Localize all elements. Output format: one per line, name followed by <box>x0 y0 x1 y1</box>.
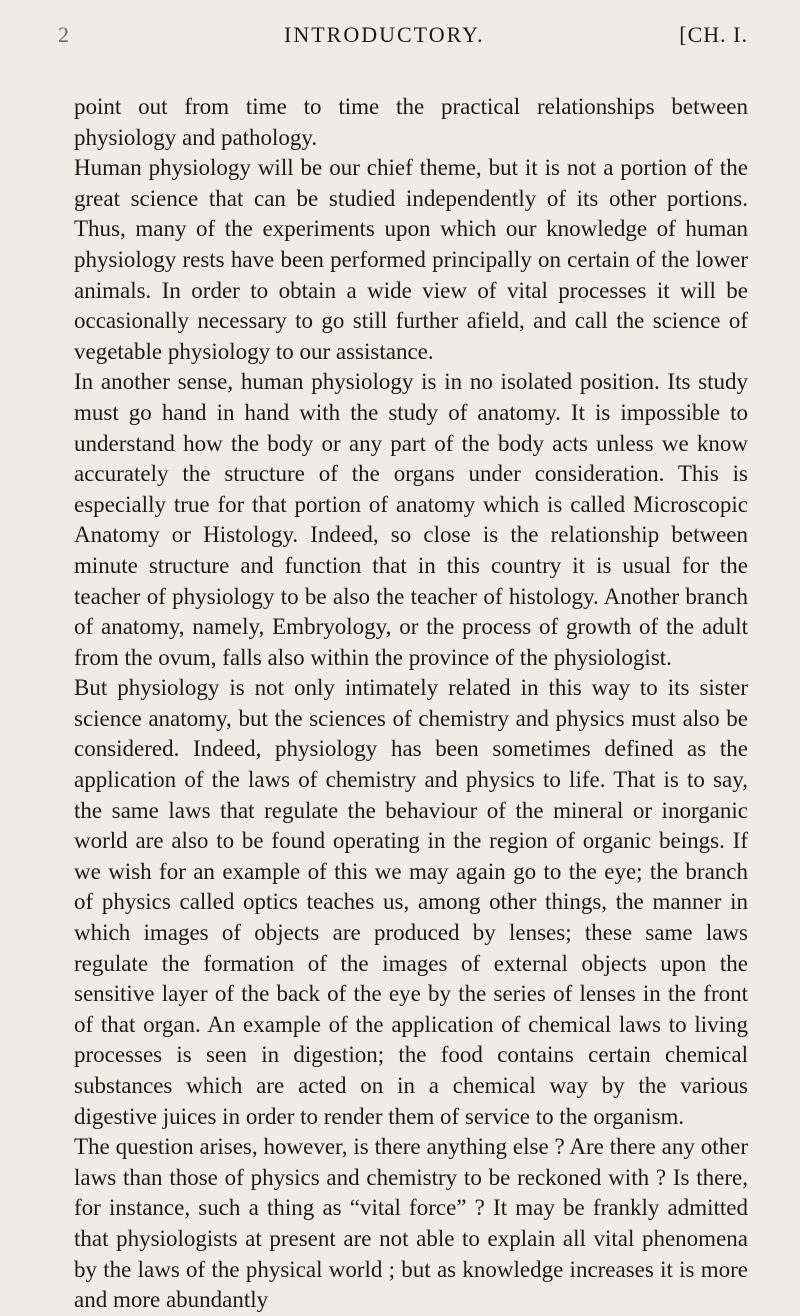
running-head <box>58 0 748 58</box>
paragraph: In another sense, human physiology is in no isolated position. Its study must go hand in hand with the study of anatomy. It is impossible to understand how the body or any part of the body acts unless we know accurately the structure of the organs under consideration. This is especially true for that portion of anatomy which is called Microscopic Anatomy or Histology. Indeed, so close is the relationship between minute structure and function that in this country it is usual for the teacher of physiology to be also the teacher of histology. Another branch of anatomy, namely, Embryology, or the process of growth of the adult from the ovum, falls also within the province of the physiologist. <box>74 369 748 670</box>
paragraph: But physiology is not only intimately related in this way to its sister science anatomy, but the sciences of chemistry and physics must also be considered. Indeed, physiology has been sometimes defined as the application of the laws of chemistry and physics to life. That is to say, the same laws that regulate the behaviour of the mineral or inorganic world are also to be found operating in the region of organic beings. If we wish for an example of this we may again go to the eye; the branch of physics called optics teaches us, among other things, the manner in which images of objects are produced by lenses; these same laws regulate the formation of the images of external objects upon the sensitive layer of the back of the eye by the series of lenses in the front of that organ. An example of the application of chemical laws to living processes is seen in digestion; the food contains certain chemical substances which are acted on in a chemical way by the various digestive juices in order to render them of service to the organism. <box>74 675 748 1129</box>
chapter-marker: [CH. I. <box>679 22 748 47</box>
page-number: 2 <box>58 22 70 47</box>
paragraph: The question arises, however, is there anything else ? Are there any other laws than those of physics and chemistry to be reckoned with ? Is there, for instance, such a thing as “vital force” ? It may be frankly admitted that physiologists at present are not able to explain all vital phenomena by the laws of the physical world ; but as knowledge increases it is more and more abundantly <box>74 1134 748 1313</box>
running-title: INTRODUCTORY. <box>284 22 485 47</box>
paragraph: point out from time to time the practical relationships between physiology and pathology. <box>74 94 748 150</box>
body-text <box>74 92 748 1316</box>
paragraph: Human physiology will be our chief theme, but it is not a portion of the great science that can be studied independently of its other portions. Thus, many of the experiments upon which our knowledge of human physiology rests have been performed principally on certain of the lower animals. In order to obtain a wide view of vital processes it will be occasionally necessary to go still further afield, and call the science of vegetable physiology to our assistance. <box>74 155 748 364</box>
